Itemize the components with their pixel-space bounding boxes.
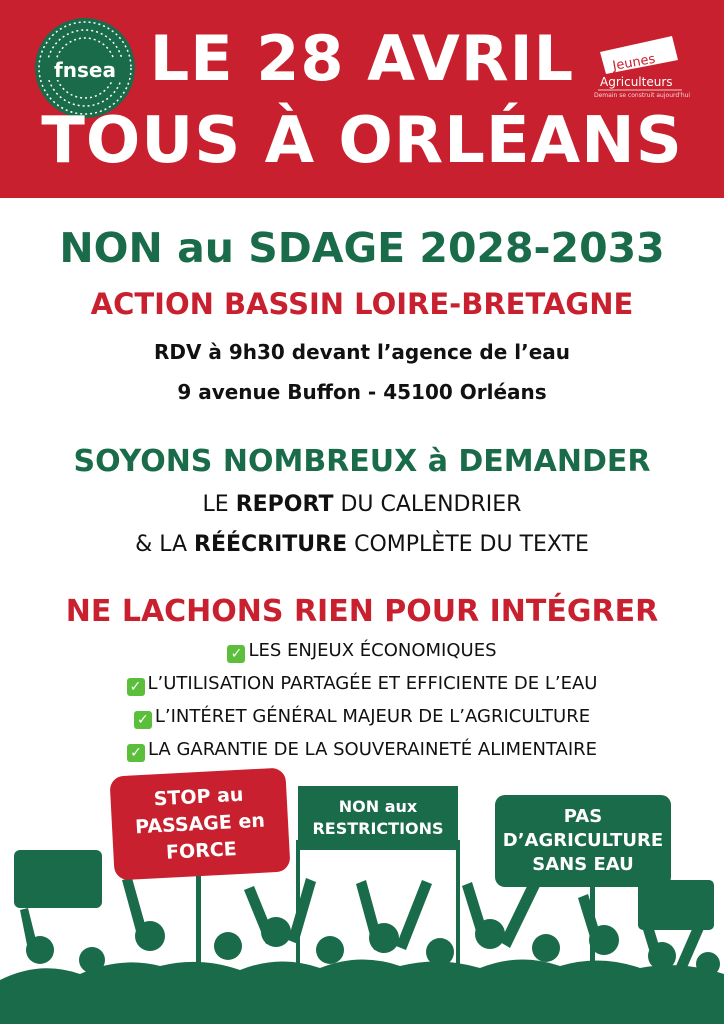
check-mark-icon: ✓ [227,645,245,663]
demand-report: LE REPORT DU CALENDRIER [202,492,522,517]
check-mark-icon: ✓ [134,711,152,729]
checklist-item: ✓ L’INTÉRET GÉNÉRAL MAJEUR DE L’AGRICULTURE [0,700,724,733]
address-text: 9 avenue Buffon - 45100 Orléans [177,380,547,404]
check-mark-icon: ✓ [127,744,145,762]
check-mark-icon: ✓ [127,678,145,696]
sign-non-aux-restrictions: NON aux RESTRICTIONS [298,786,458,850]
date-heading: LE 28 AVRIL [149,22,575,95]
call-title: SOYONS NOMBREUX à DEMANDER [73,444,651,479]
fnsea-logo-text: fnsea [54,58,116,82]
ja-tagline: Demain se construit aujourd'hui [594,92,691,99]
checklist-item: ✓ LES ENJEUX ÉCONOMIQUES [0,634,724,667]
checklist [0,634,724,766]
sign-pas-d-agriculture-sans-eau: PAS D’AGRICULTURE SANS EAU [495,795,671,887]
location-heading: TOUS À ORLÉANS [41,104,683,178]
checklist-item: ✓ LA GARANTIE DE LA SOUVERAINETÉ ALIMENTAIRE [0,733,724,766]
ja-logo-word2: Agriculteurs [600,75,673,89]
action-subtitle: ACTION BASSIN LOIRE-BRETAGNE [90,287,634,321]
main-title: NON au SDAGE 2028-2033 [59,224,665,272]
integrate-title: NE LACHONS RIEN POUR INTÉGRER [65,594,659,629]
demand-reecriture: & LA RÉÉCRITURE COMPLÈTE DU TEXTE [135,532,589,557]
sign-stop-passage-en-force: STOP au PASSAGE en FORCE [109,767,290,880]
rdv-text: RDV à 9h30 devant l’agence de l’eau [153,340,571,364]
checklist-item: ✓ L’UTILISATION PARTAGÉE ET EFFICIENTE DE L’EAU [0,667,724,700]
ja-logo-word1: Jeunes [611,51,657,75]
